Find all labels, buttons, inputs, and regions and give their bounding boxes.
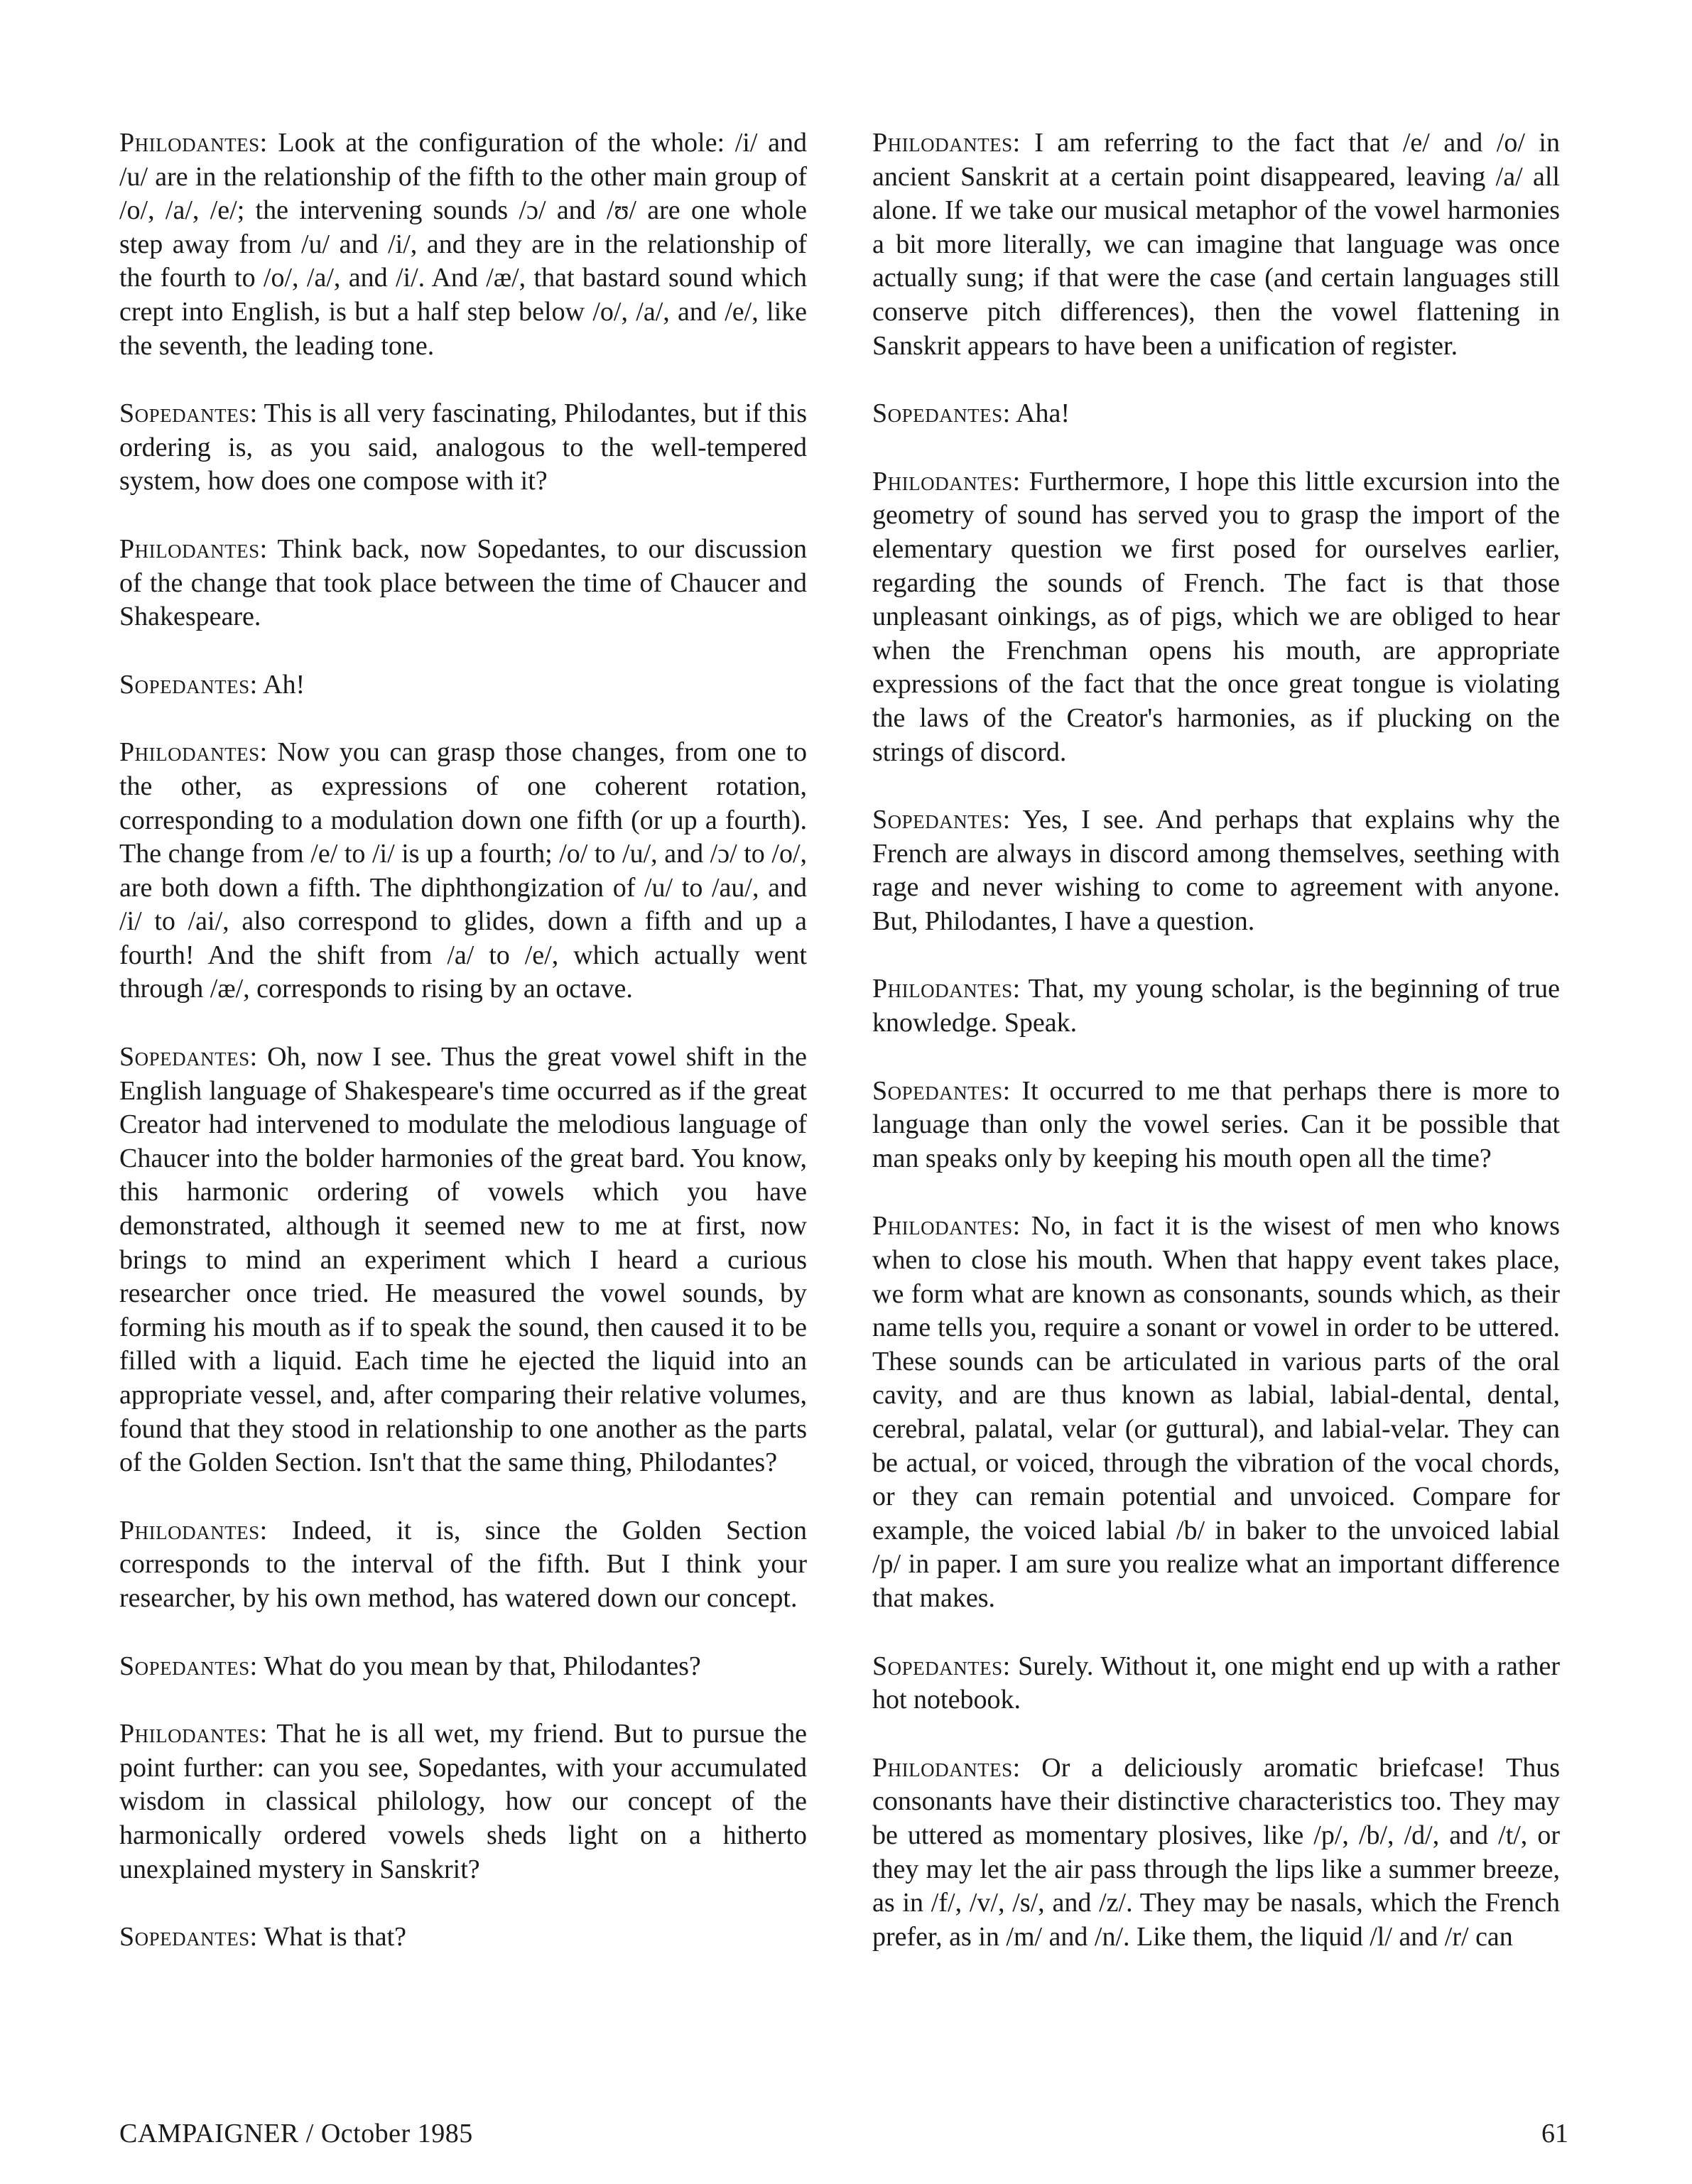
page-number: 61 [1541, 2119, 1568, 2148]
speaker-name: Sopedantes: [119, 669, 258, 700]
dialogue-paragraph [119, 533, 807, 634]
dialogue-text: No, in fact it is the wisest of men who knows when to close his mouth. When that happy event takes place, we form what are known as consonants, sounds which, as their name tells you, require a sonant or vowel in order to be uttered. These sounds can be articulated in various parts of the oral cavity, and are thus known as labial, labial-dental, dental, cerebral, palatal, velar (or guttural), and labial-velar. They can be actual, or voiced, through the vibration of the vocal chords, or they can remain potential and unvoiced. Compare for example, the voiced labial /b/ in baker to the unvoiced labial /p/ in paper. I am sure you realize what an important difference that makes. [872, 1211, 1560, 1613]
dialogue-paragraph [119, 1514, 807, 1616]
speaker-name: Sopedantes: [872, 1651, 1011, 1681]
dialogue-text: What do you mean by that, Philodantes? [257, 1651, 701, 1681]
speaker-name: Philodantes: [119, 128, 268, 158]
dialogue-text: That, my young scholar, is the beginning of true knowledge. Speak. [872, 974, 1560, 1038]
speaker-name: Sopedantes: [872, 805, 1011, 835]
dialogue-text: Surely. Without it, one might end up with a rather hot notebook. [872, 1651, 1560, 1715]
dialogue-text: Aha! [1010, 398, 1070, 429]
right-column [872, 126, 1560, 1988]
dialogue-paragraph [872, 1075, 1560, 1176]
dialogue-paragraph [119, 1041, 807, 1480]
dialogue-paragraph [872, 397, 1560, 431]
speaker-name: Philodantes: [872, 1211, 1021, 1242]
speaker-name: Sopedantes: [872, 398, 1011, 429]
dialogue-paragraph [872, 1751, 1560, 1955]
dialogue-paragraph [119, 736, 807, 1006]
dialogue-paragraph [872, 972, 1560, 1040]
dialogue-text: Yes, I see. And perhaps that explains why the French are always in discord among themselves, seething with rage and never wishing to come to agreement with anyone. But, Philodantes, I have a question. [872, 805, 1560, 936]
dialogue-paragraph [119, 668, 807, 702]
dialogue-text: That he is all wet, my friend. But to pursue the point further: can you see, Sopedantes, with your accumulated wisdom in classical philology, how our concept of the harmonically ordered vowels sheds light on a hitherto unexplained mystery in Sanskrit? [119, 1719, 807, 1884]
dialogue-text: Ah! [257, 669, 305, 700]
dialogue-paragraph [119, 1650, 807, 1684]
dialogue-text: Think back, now Sopedantes, to our discussion of the change that took place between the time of Chaucer and Shakespeare. [119, 533, 807, 632]
speaker-name: Sopedantes: [872, 1075, 1011, 1106]
dialogue-paragraph [872, 803, 1560, 938]
speaker-name: Philodantes: [872, 1752, 1021, 1783]
speaker-name: Philodantes: [872, 974, 1021, 1004]
dialogue-text: Look at the configuration of the whole: /i/ and /u/ are in the relationship of the fifth to the other main group of /o/, /a/, /e/; the intervening sounds /ɔ/ and /ʊ/ are one whole step away from /u/ and /i/, and they are in the relationship of the fourth to /o/, /a/, and /i/. And /æ/, that bastard sound which crept into English, is but a half step below /o/, /a/, and /e/, like the seventh, the leading tone. [119, 128, 807, 361]
speaker-name: Philodantes: [119, 1719, 268, 1749]
dialogue-paragraph [872, 1210, 1560, 1615]
dialogue-text: Oh, now I see. Thus the great vowel shift in the English language of Shakespeare's time occurred as if the great Creator had intervened to modulate the melodious language of Chaucer into the bolder harmonies of the great bard. You know, this harmonic ordering of vowels which you have demonstrated, although it seemed new to me at first, now brings to mind an experiment which I heard a curious researcher once tried. He measured the vowel sounds, by forming his mouth as if to speak the sound, then caused it to be filled with a liquid. Each time he ejected the liquid into an appropriate vessel, and, after comparing their relative volumes, found that they stood in relationship to one another as the parts of the Golden Section. Isn't that the same thing, Philodantes? [119, 1042, 807, 1478]
dialogue-paragraph [872, 126, 1560, 363]
dialogue-text: This is all very fascinating, Philodantes, but if this ordering is, as you said, analogous to the well-tempered system, how does one compose with it? [119, 398, 807, 496]
speaker-name: Sopedantes: [119, 398, 258, 429]
speaker-name: Philodantes: [119, 533, 268, 564]
dialogue-text: It occurred to me that perhaps there is more to language than only the vowel series. Can it be possible that man speaks only by keeping his mouth open all the time? [872, 1075, 1560, 1173]
speaker-name: Sopedantes: [119, 1922, 258, 1952]
dialogue-paragraph [119, 1717, 807, 1886]
dialogue-text: Now you can grasp those changes, from one to the other, as expressions of one coherent rotation, corresponding to a modulation down one fifth (or up a fourth). The change from /e/ to /i/ is up a fourth; /o/ to /u/, and /ɔ/ to /o/, are both down a fifth. The diphthongization of /u/ to /au/, and /i/ to /ai/, also correspond to glides, down a fifth and up a fourth! And the shift from /a/ to /e/, which actually went through /æ/, corresponds to rising by an octave. [119, 737, 807, 1004]
dialogue-paragraph [872, 1650, 1560, 1717]
left-column [119, 126, 807, 1989]
dialogue-text: Or a deliciously aromatic briefcase! Thus consonants have their distinctive characteristics too. They may be uttered as momentary plosives, like /p/, /b/, /d/, and /t/, or they may let the air pass through the lips like a summer breeze, as in /f/, /v/, /s/, and /z/. They may be nasals, which the French prefer, as in /m/ and /n/. Like them, the liquid /l/ and /r/ can [872, 1752, 1560, 1952]
dialogue-paragraph [119, 1920, 807, 1955]
dialogue-text: I am referring to the fact that /e/ and /o/ in ancient Sanskrit at a certain point disappeared, leaving /a/ all alone. If we take our musical metaphor of the vowel harmonies a bit more literally, we can imagine that language was once actually sung; if that were the case (and certain languages still conserve pitch differences), then the vowel flattening in Sanskrit appears to have been a unification of register. [872, 128, 1560, 361]
dialogue-paragraph [119, 126, 807, 363]
footer-publication: CAMPAIGNER / October 1985 [119, 2119, 473, 2148]
dialogue-paragraph [872, 465, 1560, 769]
dialogue-paragraph [119, 397, 807, 499]
speaker-name: Philodantes: [119, 1515, 268, 1545]
speaker-name: Philodantes: [119, 737, 268, 768]
dialogue-text: Indeed, it is, since the Golden Section corresponds to the interval of the fifth. But I think your researcher, by his own method, has watered down our concept. [119, 1515, 807, 1613]
speaker-name: Philodantes: [872, 466, 1021, 496]
speaker-name: Sopedantes: [119, 1042, 258, 1072]
speaker-name: Sopedantes: [119, 1651, 258, 1681]
dialogue-text: Furthermore, I hope this little excursion into the geometry of sound has served you to grasp the import of the elementary question we first posed for ourselves earlier, regarding the sounds of French. The fact is that those unpleasant oinkings, as of pigs, which we are obliged to hear when the Frenchman opens his mouth, are appropriate expressions of the fact that the once great tongue is violating the laws of the Creator's harmonies, as if plucking on the strings of discord. [872, 466, 1560, 767]
speaker-name: Philodantes: [872, 128, 1021, 158]
dialogue-text: What is that? [257, 1922, 406, 1952]
